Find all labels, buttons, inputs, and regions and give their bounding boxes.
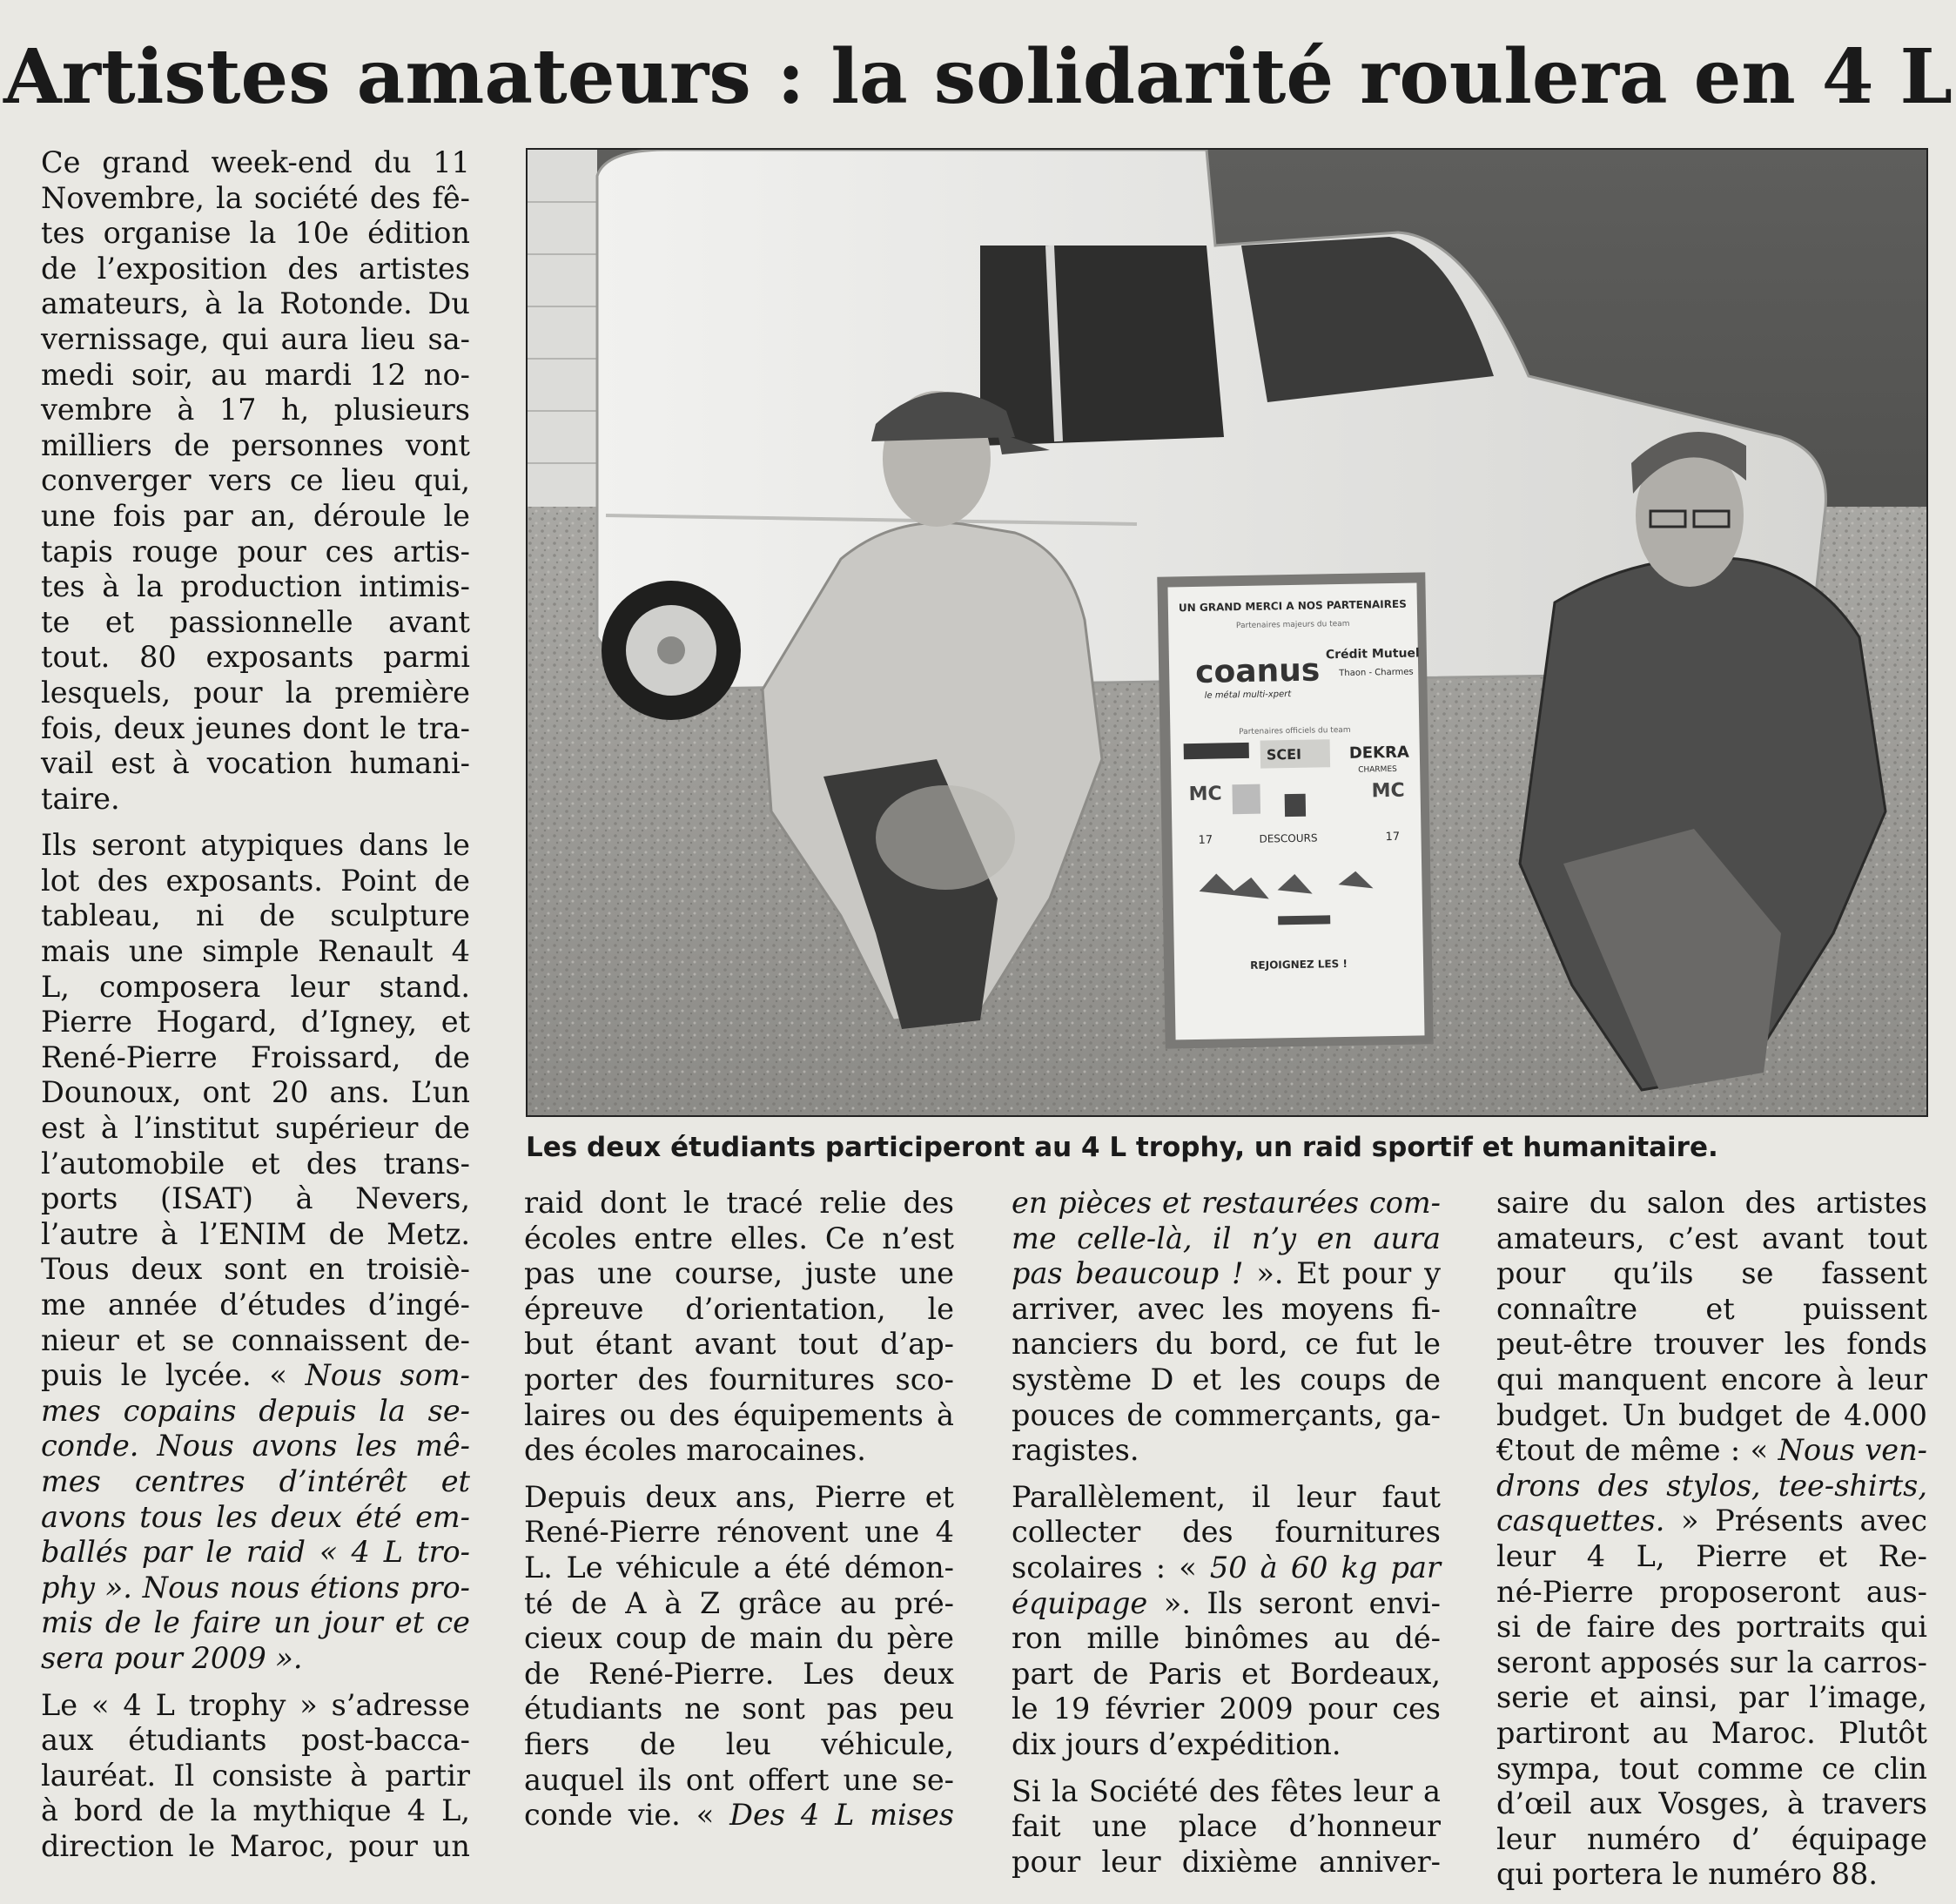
col1-paragraph-1: Ce grand week-end du 11 Novembre, la société des fê- tes organise la 10e édition de l’exposition des artistes amateurs, à la Rotonde. Du vernissage, qui aura lieu sa- medi soir, au mardi 12 no- vembre à 17 h, plusieurs milliers de personnes vont converger vers ce lieu qui, une fois par an, déroule le tapis rouge pour ces artis- tes à la production intimis- te et passionnelle avant tout. 80 exposants parmi lesquels, pour la première fois, deux jeunes dont le tra- vail est à vocation humani- taire. (41, 145, 470, 816)
col1-paragraph-2: Ils seront atypiques dans le lot des exposants. Point de tableau, ni de sculpture mais une simple Renault 4 L, composera leur stand. Pierre Hogard, d’Igney, et René-Pierre Froissard, de Dounoux, ont 20 ans. L’un est à l’institut supérieur de l’automobile et des trans- ports (ISAT) à Nevers, l’autre à l’ENIM de Metz. Tous deux sont en troisiè- me année d’études d’ingé- nieur et se connaissent de- puis le lycée. « Nous som- mes copains depuis la se- conde. Nous avons les mê- mes centres d’intérêt et avons tous les deux été em- ballés par le raid « 4 L tro- phy ». Nous nous étions pro- mis de le faire un jour et ce sera pour 2009 ». (41, 828, 470, 1675)
col3-paragraph-2: Parallèlement, il leur faut collecter des fournitures scolaires : « 50 à 60 kg par équipage ». Ils seront envi- ron mille binômes au dé- part de Paris et Bordeaux, le 19 février 2009 pour ces dix jours d’expédition. (1012, 1479, 1441, 1761)
sign-credit-mutuel: Crédit Mutuel (1325, 646, 1420, 663)
sign-title: UN GRAND MERCI A NOS PARTENAIRES (1178, 597, 1407, 615)
sign-coanus-logo: coanus (1194, 652, 1321, 690)
sign-subtitle: Partenaires majeurs du team (1235, 619, 1350, 631)
col2-paragraph-1: raid dont le tracé relie des écoles entre elles. Ce n’est pas une course, juste une épreuve d’orientation, le but étant avant tout d’ap- porter des fournitures sco- laires ou des équipements à des écoles marocaines. (524, 1186, 954, 1468)
sign-number-right: 17 (1385, 830, 1401, 844)
article-column-3 (1012, 1186, 1441, 1891)
photo-wall (528, 150, 597, 524)
article-column-4 (1496, 1186, 1927, 1904)
col2-paragraph-2: Depuis deux ans, Pierre et René-Pierre rénovent une 4 L. Le véhicule a été démon- té de A à Z grâce au pré- cieux coup de main du père de René-Pierre. Les deux étudiants ne sont pas peu fiers de leu véhicule, auquel ils ont offert une se- conde vie. « Des 4 L mises (524, 1479, 954, 1833)
photo-caption: Les deux étudiants participeront au 4 L trophy, un raid sportif et humanitaire. (526, 1132, 1718, 1163)
col1-paragraph-3: Le « 4 L trophy » s’adresse aux étudiants post-bacca- lauréat. Il consiste à partir à bord de la mythique 4 L, direction le Maroc, pour un (41, 1687, 470, 1863)
sign-coanus-tagline: le métal multi-xpert (1204, 690, 1292, 701)
sign-scei: SCEI (1266, 745, 1302, 764)
article-headline: Artistes amateurs : la solidarité roulera en 4 L (3, 33, 1953, 121)
article-column-2 (524, 1186, 954, 1845)
sign-number-left: 17 (1198, 833, 1213, 847)
sign-credit-city: Thaon - Charmes (1339, 667, 1414, 679)
sign-descours: DESCOURS (1259, 831, 1318, 845)
sign-dekra: DEKRA (1348, 743, 1410, 763)
sign-mc-right: MC (1371, 779, 1405, 803)
col3-paragraph-1: en pièces et restaurées com- me celle-là, il n’y en aura pas beaucoup ! ». Et pour y arriver, avec les moyens fi- nanciers du bord, ce fut le système D et les coups de pouces de commerçants, ga- ragistes. (1012, 1186, 1441, 1468)
sign-join: REJOIGNEZ LES ! (1250, 957, 1348, 972)
sign-partners-label: Partenaires officiels du team (1239, 725, 1351, 737)
col3-paragraph-3: Si la Société des fêtes leur a fait une place d’honneur pour leur dixième anniver- (1012, 1773, 1441, 1879)
article-photo (526, 148, 1928, 1117)
sign-dekra-city: CHARMES (1358, 764, 1397, 775)
article-column-1 (41, 145, 470, 1876)
col4-paragraph-1: saire du salon des artistes amateurs, c’est avant tout pour qu’ils se fassent connaître et puissent peut-être trouver les fonds qui manquent encore à leur budget. Un budget de 4.000 €tout de même : « Nous ven- drons des stylos, tee-shirts, casquettes. » Présents avec leur 4 L, Pierre et Re- né-Pierre proposeront aus- si de faire des portraits qui seront apposés sur la carros- serie et ainsi, par l’image, partiront au Maroc. Plutôt sympa, tout comme ce clin d’œil aux Vosges, à travers leur numéro d’ équipage qui portera le numéro 88. (1496, 1186, 1927, 1892)
sign-mc-left: MC (1188, 783, 1222, 806)
partners-sign (1157, 572, 1433, 1048)
